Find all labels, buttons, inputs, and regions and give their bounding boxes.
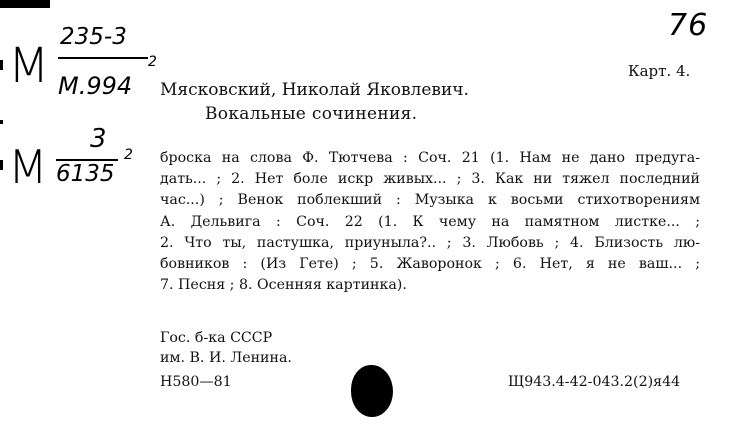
description-line: дать... ; 2. Нет боле искр живых... ; 3. Как ни тяжел последний bbox=[160, 171, 700, 188]
shelf-mark-1-letter: М bbox=[8, 38, 50, 94]
description-line: 7. Песня ; 8. Осенняя картинка). bbox=[160, 277, 407, 294]
shelf-mark-2-denominator: 6135 bbox=[56, 161, 115, 187]
description-line: А. Дельвига : Соч. 22 (1. К чему на памятном листке... ; bbox=[160, 213, 700, 230]
punch-hole bbox=[351, 365, 393, 417]
edge-tick bbox=[0, 120, 3, 124]
description-line: броска на слова Ф. Тютчева : Соч. 21 (1. Нам не дано предуга- bbox=[160, 150, 700, 166]
description-line: бовников : (Из Гете) ; 5. Жаворонок ; 6. Нет, я не ваш... ; bbox=[160, 256, 700, 273]
edge-tick bbox=[0, 60, 3, 70]
work-title: Вокальные сочинения. bbox=[205, 104, 418, 124]
shelf-mark-2-numerator: 3 bbox=[90, 124, 107, 154]
shelf-mark-1-numerator: 235-3 bbox=[60, 24, 127, 50]
shelf-mark-1-suffix: 2 bbox=[148, 54, 157, 70]
shelf-mark-1-fraction-bar bbox=[58, 57, 148, 59]
shelf-mark-2-letter: М bbox=[8, 140, 48, 194]
library-line: им. В. И. Ленина. bbox=[160, 350, 292, 366]
shelf-mark-2-suffix: 2 bbox=[124, 147, 133, 163]
description-line: 2. Что ты, пастушка, приуныла?.. ; 3. Любовь ; 4. Близость лю- bbox=[160, 234, 700, 251]
library-credit bbox=[160, 328, 292, 368]
description-line: час...) ; Венок поблекший : Музыка к восьми стихотворениям bbox=[160, 192, 700, 209]
corner-mark bbox=[0, 0, 50, 8]
handwritten-page-number: 76 bbox=[668, 8, 709, 43]
card-number: Карт. 4. bbox=[628, 62, 691, 80]
edge-tick bbox=[0, 160, 3, 170]
author-heading: Мясковский, Николай Яковлевич. bbox=[160, 80, 469, 100]
shelf-mark-1-denominator: М.994 bbox=[58, 72, 133, 100]
description-block bbox=[160, 148, 700, 296]
catalog-code: Н580—81 bbox=[160, 374, 232, 390]
library-line: Гос. б-ка СССР bbox=[160, 330, 273, 346]
classification-code: Щ943.4-42-043.2(2)я44 bbox=[508, 374, 681, 390]
